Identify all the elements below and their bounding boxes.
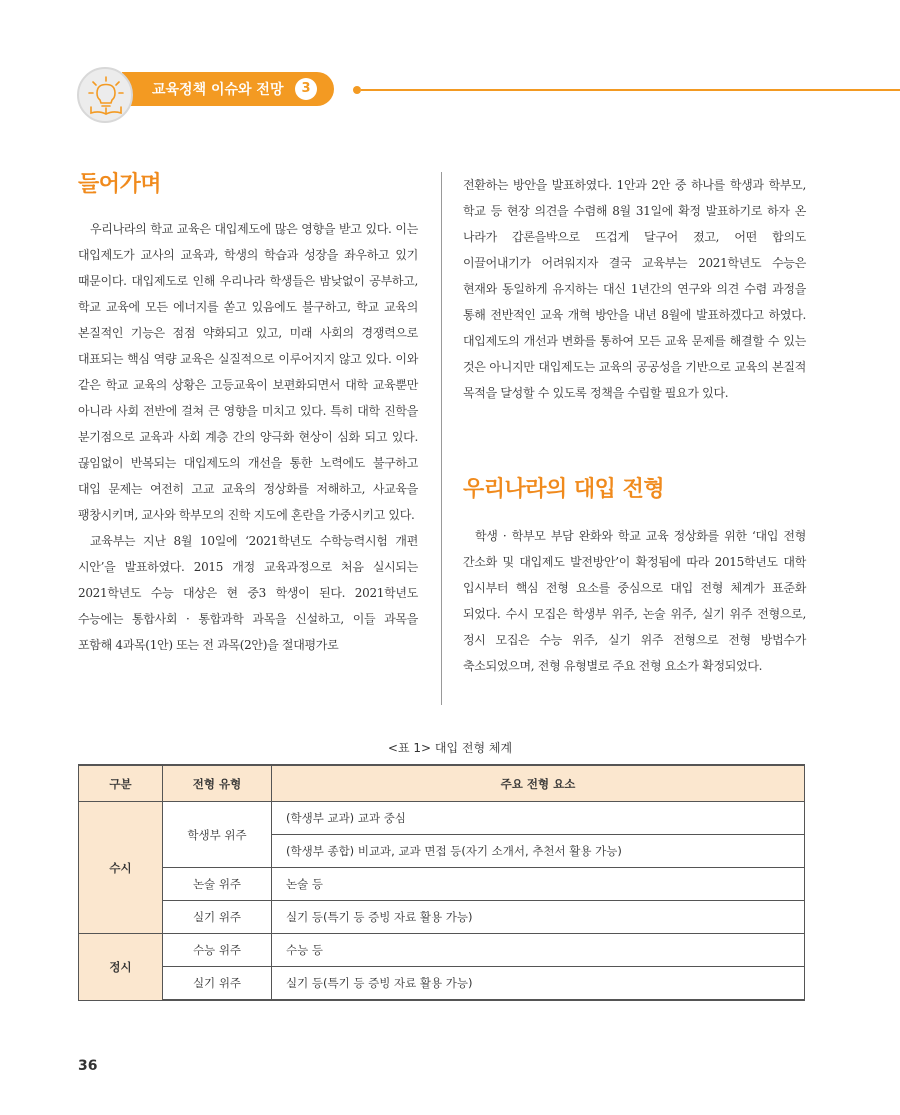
element-cell: 실기 등(특기 등 증빙 자료 활용 가능)	[272, 901, 805, 934]
header-category: 구분	[79, 765, 163, 802]
element-cell: 논술 등	[272, 868, 805, 901]
type-cell: 실기 위주	[163, 967, 272, 1001]
left-column	[78, 216, 418, 658]
section2-paragraph: 학생 · 학부모 부담 완화와 학교 교육 정상화를 위한 ‘대입 전형 간소화 및 대입제도 발전방안’이 확정됨에 따라 2015학년도 대학 입시부터 핵심 전형 요소를 중심으로 대입 전형 체계가 표준화 되었다. 수시 모집은 학생부 위주, 논술 위주, 실기 위주 전형으로, 정시 모집은 수능 위주, 실기 위주 전형으로 전형 방법수가 축소되었으며, 전형 유형별로 주요 전형 요소가 확정되었다.	[463, 529, 806, 673]
element-cell: 수능 등	[272, 934, 805, 967]
column-divider	[441, 172, 442, 705]
intro-paragraph-continued: 전환하는 방안을 발표하였다. 1안과 2안 중 하나를 학생과 학부모, 학교 등 현장 의견을 수렴해 8월 31일에 확정 발표하기로 하자 온 나라가 갑론을박으로 뜨겁게 달구어 졌고, 어떤 합의도 이끌어내기가 어려워지자 결국 교육부는 2021학년도 수능은 현재와 동일하게 유지하는 대신 1년간의 연구와 의견 수렴 과정을 통해 전반적인 교육 개혁 방안을 내년 8월에 발표하겠다고 하였다. 대입제도의 개선과 변화를 통하여 모든 교육 문제를 해결할 수 있는 것은 아니지만 대입제도는 교육의 공공성을 기반으로 교육의 본질적 목적을 달성할 수 있도록 정책을 수립할 필요가 있다.	[463, 178, 806, 400]
lightbulb-book-icon	[77, 67, 133, 123]
type-cell: 실기 위주	[163, 901, 272, 934]
section2-column	[463, 523, 806, 679]
right-column	[463, 172, 806, 406]
table-header-row	[79, 765, 805, 802]
type-cell: 수능 위주	[163, 934, 272, 967]
table-row	[79, 934, 805, 967]
element-cell: 실기 등(특기 등 증빙 자료 활용 가능)	[272, 967, 805, 1001]
header-rule	[361, 89, 900, 91]
section-header-banner	[122, 72, 334, 106]
group-susi: 수시	[79, 802, 163, 934]
element-cell: (학생부 교과) 교과 중심	[272, 802, 805, 835]
type-cell: 논술 위주	[163, 868, 272, 901]
type-cell: 학생부 위주	[163, 802, 272, 868]
page-number: 36	[78, 1058, 98, 1074]
table-row	[79, 802, 805, 835]
element-cell: (학생부 종합) 비교과, 교과 면접 등(자기 소개서, 추천서 활용 가능)	[272, 835, 805, 868]
header-rule-dot	[353, 86, 361, 94]
header-type: 전형 유형	[163, 765, 272, 802]
table-row	[79, 868, 805, 901]
table-caption: <표 1> 대입 전형 체계	[387, 741, 513, 755]
section-title: 교육정책 이슈와 전망	[152, 82, 284, 98]
header-elements: 주요 전형 요소	[272, 765, 805, 802]
group-jeongsi: 정시	[79, 934, 163, 1001]
intro-paragraph-1: 우리나라의 학교 교육은 대입제도에 많은 영향을 받고 있다. 이는 대입제도가 교사의 교육과, 학생의 학습과 성장을 좌우하고 있기 때문이다. 대입제도로 인해 우리나라 학생들은 밤낮없이 공부하고, 학교 교육에 모든 에너지를 쏟고 있음에도 불구하고, 학교 교육의 본질적인 기능은 점점 약화되고 있고, 미래 사회의 경쟁력으로 대표되는 핵심 역량 교육은 실질적으로 이루어지지 않고 있다. 이와 같은 학교 교육의 상황은 고등교육이 보편화되면서 대학 교육뿐만 아니라 사회 전반에 걸쳐 큰 영향을 미치고 있다. 특히 대학 진학을 분기점으로 교육과 사회 계층 간의 양극화 현상이 심화 되고 있다. 끊임없이 반복되는 대입제도의 개선을 통한 노력에도 불구하고 대입 문제는 여전히 고교 교육의 정상화를 저해하고, 사교육을 팽창시키며, 교사와 학부모의 진학 지도에 혼란을 가중시키고 있다.	[78, 222, 418, 522]
section-number-badge: 3	[295, 78, 317, 100]
admission-table	[78, 764, 805, 1001]
intro-heading: 들어가며	[78, 172, 162, 197]
table-row	[79, 901, 805, 934]
section2-heading: 우리나라의 대입 전형	[463, 477, 665, 502]
intro-paragraph-2: 교육부는 지난 8월 10일에 ‘2021학년도 수학능력시험 개편 시안’을 발표하였다. 2015 개정 교육과정으로 처음 실시되는 2021학년도 수능 대상은 현 중3 학생이 된다. 2021학년도 수능에는 통합사회 · 통합과학 과목을 신설하고, 이들 과목을 포함해 4과목(1안) 또는 전 과목(2안)을 절대평가로	[78, 534, 418, 652]
table-row	[79, 967, 805, 1001]
